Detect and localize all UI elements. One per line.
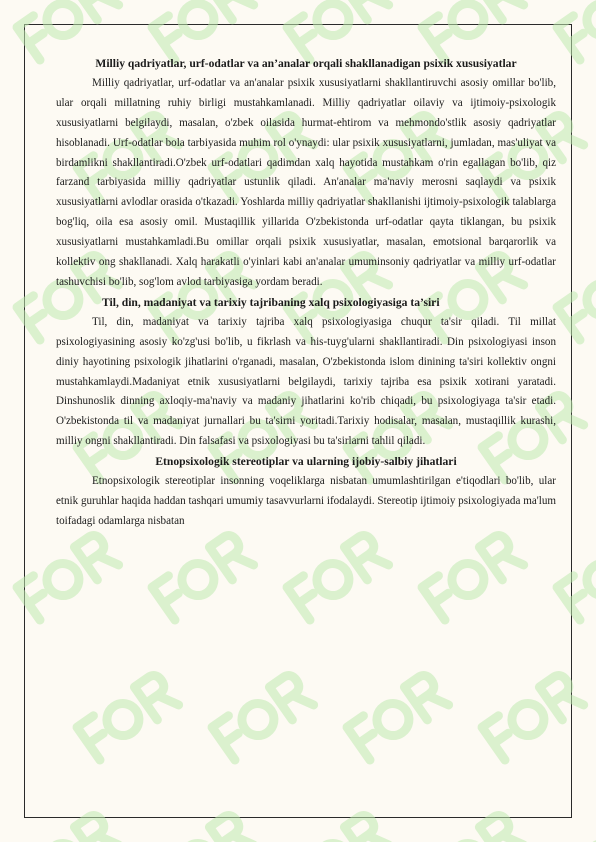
section-1-paragraph: Milliy qadriyatlar, urf-odatlar va an'analar psixik xususiyatlarni shakllantiruvchi asosiy omillar bo'lib, ular orqali millatning ruhiy birligi mustahkamlanadi. Milliy qadriyatlar oilaviy va ijtimoiy-psixologik xususiyatlarni belgilaydi, masalan, o'zbek oilasida hurmat-ehtirom va mehmondo'stlik asosiy qadriyatlar hisoblanadi. Urf-odatlar bola tarbiyasida muhim rol o'ynaydi: ular psixik xususiyatlarni, jumladan, mas'uliyat va birdamlikni shakllantiradi.O'zbek urf-odatlari qadimdan xalq hayotida mustahkam o'rin egallagan bo'lib, qiz farzand tarbiyasida milliy qadriyatlar ustunlik qiladi. An'analar ma'naviy merosni saqlaydi va psixik xususiyatlarni avlodlar orasida o'tkazadi. Yoshlarda milliy qadriyatlar shakllanishi ijtimoiy-psixologik talablarga bog'liq, oila esa asosiy omil. Mustaqillik yillarida O'zbekistonda urf-odatlar qayta tiklangan, bu psixik xususiyatlarni mustahkamladi.Bu omillar orqali psixik xususiyatlar, masalan, emotsional barqarorlik va kollektiv ong shakllanadi. Xalq harakatli o'yinlari kabi an'analar umuminsoniy qadriyatlar va milliy urf-odatlar tashuvchisi bo'lib, sog'lom avlod tarbiyasiga yordam beradi.: [56, 76, 556, 288]
document-body: [56, 54, 556, 532]
section-2-paragraph: Til, din, madaniyat va tarixiy tajriba xalq psixologiyasiga chuqur ta'sir qiladi. Til millat psixologiyasining asosiy ko'zg'usi bo'lib, u fikrlash va his-tuyg'ularni shakllantiradi. Din psixologiyasi inson diniy hayotining psixologik jihatlarini o'rganadi, masalan, O'zbekistonda islom dinining ta'siri kollektiv ongni mustahkamlaydi.Madaniyat etnik xususiyatlarni belgilaydi, tarixiy tajriba esa psixik xotirani yaratadi. Dinshunoslik dinning axloqiy-ma'naviy va madaniy jihatlarini ko'rib chiqadi, bu psixologiyaga ta'sir etadi. O'zbekistonda til va madaniyat jurnallari bu ta'sirni yoritadi.Tarixiy hodisalar, masalan, mustaqillik kurashi, milliy ongni shakllantiradi. Din falsafasi va psixologiyasi bu ta'sirlarni tahlil qiladi.: [56, 315, 556, 448]
section-3-paragraph: Etnopsixologik stereotiplar insonning voqeliklarga nisbatan umumlashtirilgan e'tiqodlari bo'lib, ular etnik guruhlar haqida haddan tashqari umumiy tasavvurlarni ifodalaydi. Stereotip ijtimoiy psixologiyada ma'lum toifadagi odamlarga nisbatan: [56, 475, 556, 527]
section-3-heading: Etnopsixologik stereotiplar va ularning ijobiy-salbiy jihatlari: [155, 455, 457, 469]
document-title: Milliy qadriyatlar, urf-odatlar va an’analar orqali shakllanadigan psixik xususiyatlar: [95, 57, 517, 70]
section-2-heading: Til, din, madaniyat va tarixiy tajribaning xalq psixologiyasiga ta’siri: [102, 295, 440, 309]
